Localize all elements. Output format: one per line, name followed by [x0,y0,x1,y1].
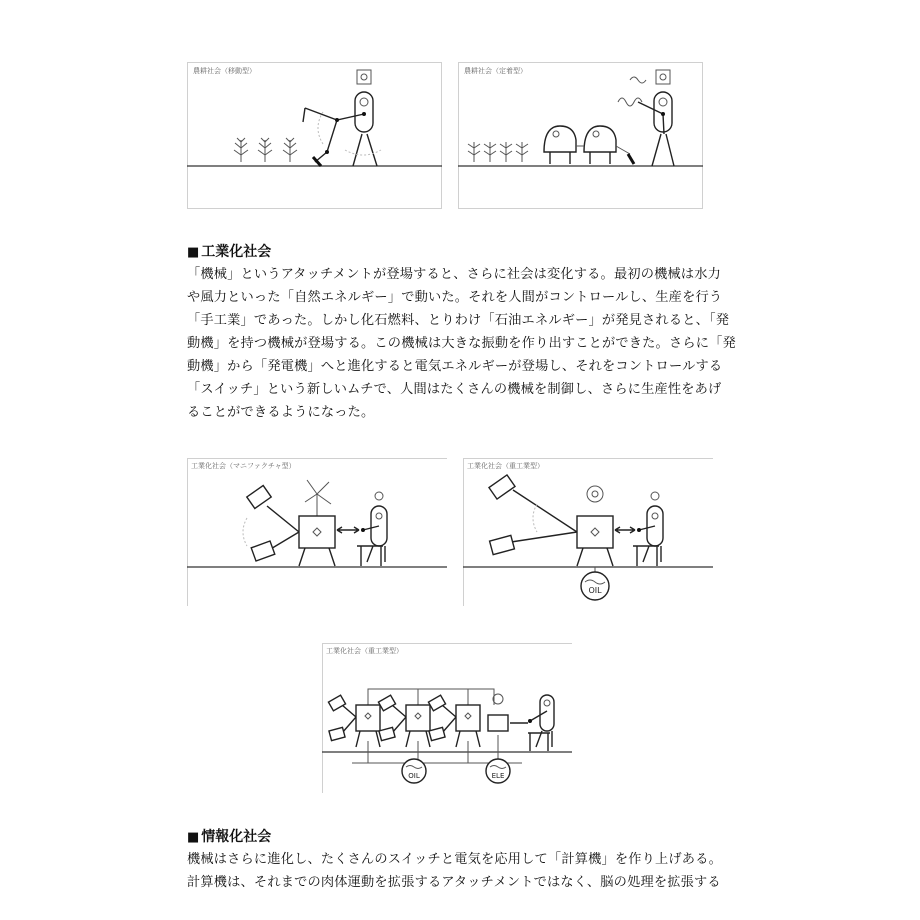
figure-agricultural-mobile [187,62,442,210]
agricultural-mobile-illustration [187,62,442,210]
text-line: 動機」から「発電機」へと進化すると電気エネルギーが登場し、それをコントロールする [187,359,723,374]
figure-agricultural-settled [458,62,703,210]
text-line: 「機械」というアタッチメントが登場すると、さらに社会は変化する。最初の機械は水力 [187,267,722,282]
industrial-manufacture-illustration [187,458,447,606]
machine-icon [378,695,430,747]
figure-caption: 工業化社会（重工業型） [467,462,544,470]
oil-tank-icon [581,567,609,600]
figure-caption: 農耕社会（移動型） [193,67,256,75]
figure-industrial-heavy-multi [322,643,572,793]
text-line: や風力といった「自然エネルギー」で動いた。それを人間がコントロールし、生産を行う [187,290,723,305]
figure-industrial-manufacture [187,458,447,606]
crop-icon [468,142,528,162]
industrial-heavy-multi-illustration [322,643,572,793]
text-line: 「スイッチ」という新しいムチで、人間はたくさんの機械を制御し、さらに生産性をあげ [187,382,722,397]
machine-icon [428,695,480,747]
paragraph-information [187,848,747,894]
figure-caption: 工業化社会（マニファクチャ型） [191,462,296,470]
section-heading-industrial: ■ 工業化社会 [187,244,272,260]
oil-label: OIL [408,772,420,780]
section-heading-information: ■ 情報化社会 [187,829,272,845]
text-line: 計算機は、それまでの肉体運動を拡張するアタッチメントではなく、脳の処理を拡張する [187,875,721,890]
windmill-icon [305,480,331,518]
heading-text: 情報化社会 [201,829,272,845]
ox-icon [544,126,634,164]
human-figure-icon [303,92,381,166]
industrial-heavy-illustration [463,458,713,606]
text-line: 機械はさらに進化し、たくさんのスイッチと電気を応用して「計算機」を作り上げある。 [187,852,722,867]
ele-label: ELE [491,772,505,780]
text-line: 動機」を持つ機械が登場する。この機械は大きな振動を作り出すことができた。さらに「発 [187,336,736,351]
text-line: ることができるようになった。 [187,405,375,420]
machine-icon [328,695,380,747]
text-line: 「手工業」であった。しかし化石燃料、とりわけ「石油エネルギー」が発見されると、「発 [187,313,730,328]
human-figure-icon [633,506,663,566]
paragraph-industrial [187,263,747,424]
figure-caption: 農耕社会（定着型） [464,67,527,75]
oil-label: OIL [588,586,602,595]
figure-industrial-heavy [463,458,713,606]
agricultural-settled-illustration [458,62,703,210]
heading-text: 工業化社会 [201,244,272,260]
figure-caption: 工業化社会（重工業型） [326,647,403,655]
crop-icon [234,138,297,162]
human-figure-icon [528,695,554,751]
human-figure-icon [638,92,674,166]
human-figure-icon [357,506,387,566]
